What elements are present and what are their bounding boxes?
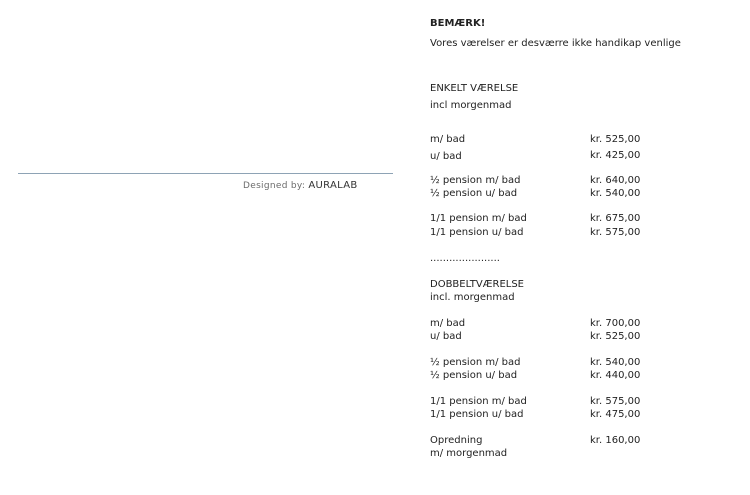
price-label: u/ bad <box>430 151 462 162</box>
price-label: u/ bad <box>430 331 462 342</box>
price-label: m/ bad <box>430 134 466 145</box>
price-label: 1/1 pension m/ bad <box>430 213 527 224</box>
section-separator: ...................... <box>430 253 500 264</box>
price-label: 1/1 pension u/ bad <box>430 227 524 238</box>
price-value: kr. 425,00 <box>590 150 641 161</box>
single-room-heading: ENKELT VÆRELSE <box>430 83 519 94</box>
single-room-subheading: incl morgenmad <box>430 100 512 111</box>
price-value: kr. 575,00 <box>590 227 641 238</box>
notice-title: BEMÆRK! <box>430 18 486 29</box>
price-label: m/ bad <box>430 318 466 329</box>
price-value: kr. 540,00 <box>590 188 641 199</box>
extra-bed-sublabel: m/ morgenmad <box>430 448 508 459</box>
price-value: kr. 525,00 <box>590 331 641 342</box>
credit-brand[interactable]: AURALAB <box>308 180 358 191</box>
price-value: kr. 575,00 <box>590 396 641 407</box>
price-value: kr. 640,00 <box>590 175 641 186</box>
price-value: kr. 540,00 <box>590 357 641 368</box>
price-value: kr. 700,00 <box>590 318 641 329</box>
price-label: ½ pension m/ bad <box>430 175 521 186</box>
double-room-subheading: incl. morgenmad <box>430 292 515 303</box>
notice-text: Vores værelser er desværre ikke handikap venlige <box>430 38 681 49</box>
price-value: kr. 675,00 <box>590 213 641 224</box>
price-label: ½ pension u/ bad <box>430 188 518 199</box>
extra-bed-label: Opredning <box>430 435 483 446</box>
price-label: 1/1 pension u/ bad <box>430 409 524 420</box>
designer-credit <box>243 179 358 193</box>
price-value: kr. 475,00 <box>590 409 641 420</box>
extra-bed-price: kr. 160,00 <box>590 435 641 446</box>
price-label: 1/1 pension m/ bad <box>430 396 527 407</box>
double-room-heading: DOBBELTVÆRELSE <box>430 279 524 290</box>
footer-divider <box>18 173 393 174</box>
price-label: ½ pension u/ bad <box>430 370 518 381</box>
price-value: kr. 525,00 <box>590 134 641 145</box>
credit-label: Designed by: <box>243 181 306 191</box>
price-label: ½ pension m/ bad <box>430 357 521 368</box>
price-value: kr. 440,00 <box>590 370 641 381</box>
